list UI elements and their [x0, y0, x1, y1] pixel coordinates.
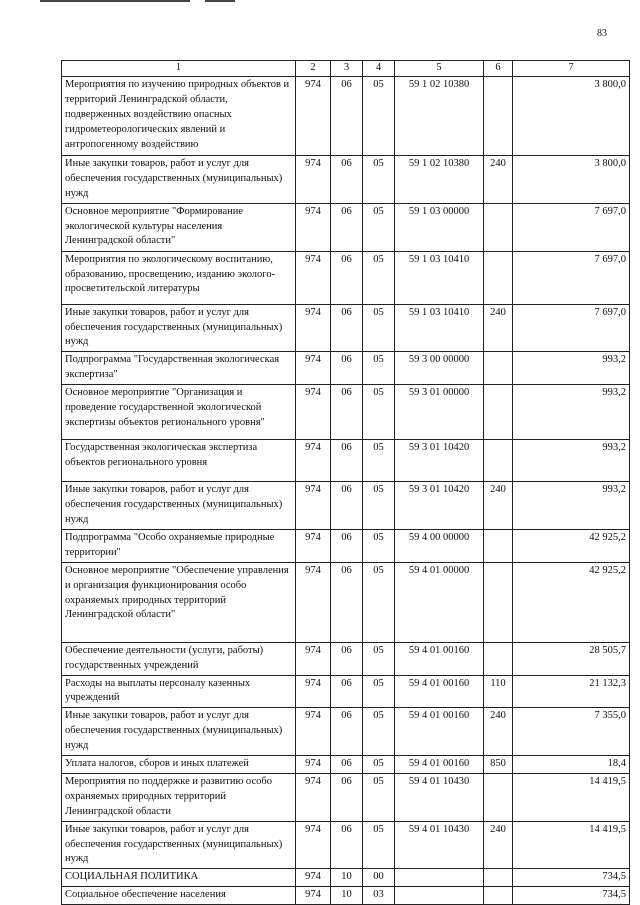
department-code-cell: 974	[296, 773, 331, 821]
amount-cell: 28 505,7	[513, 642, 630, 675]
subsection-code-cell: 05	[363, 821, 395, 869]
page-number: 83	[597, 28, 607, 39]
row-name-cell: Мероприятия по экологическому воспитанию, образованию, просвещению, изданию эколого-просветительской литературы	[62, 251, 296, 304]
table-row	[62, 708, 630, 756]
section-code-cell: 10	[331, 869, 363, 887]
subsection-code-cell: 00	[363, 869, 395, 887]
column-header: 1	[62, 61, 296, 77]
column-header: 7	[513, 61, 630, 77]
expense-type-code-cell: 240	[484, 304, 513, 352]
section-code-cell: 06	[331, 155, 363, 203]
section-code-cell: 06	[331, 482, 363, 530]
expense-type-code-cell	[484, 642, 513, 675]
department-code-cell: 974	[296, 155, 331, 203]
expense-type-code-cell	[484, 251, 513, 304]
subsection-code-cell: 05	[363, 251, 395, 304]
target-item-code-cell: 59 1 03 10410	[395, 304, 484, 352]
subsection-code-cell: 05	[363, 352, 395, 385]
column-header: 2	[296, 61, 331, 77]
expense-type-code-cell: 240	[484, 482, 513, 530]
row-name-cell: Уплата налогов, сборов и иных платежей	[62, 756, 296, 774]
table-row	[62, 869, 630, 887]
target-item-code-cell: 59 1 02 10380	[395, 155, 484, 203]
subsection-code-cell: 05	[363, 708, 395, 756]
table-row	[62, 482, 630, 530]
table-row	[62, 821, 630, 869]
row-name-cell: Обеспечение деятельности (услуги, работы) государственных учреждений	[62, 642, 296, 675]
amount-cell: 7 355,0	[513, 708, 630, 756]
expense-type-code-cell	[484, 562, 513, 642]
department-code-cell: 974	[296, 76, 331, 155]
amount-cell: 993,2	[513, 352, 630, 385]
row-name-cell: Социальное обеспечение населения	[62, 887, 296, 905]
target-item-code-cell: 59 1 02 10380	[395, 76, 484, 155]
subsection-code-cell: 05	[363, 76, 395, 155]
target-item-code-cell: 59 1 03 00000	[395, 203, 484, 251]
row-name-cell: Иные закупки товаров, работ и услуг для обеспечения государственных (муниципальных) нужд	[62, 482, 296, 530]
table-row	[62, 756, 630, 774]
amount-cell: 3 800,0	[513, 155, 630, 203]
table-row	[62, 251, 630, 304]
subsection-code-cell: 05	[363, 529, 395, 562]
amount-cell: 14 419,5	[513, 821, 630, 869]
subsection-code-cell: 05	[363, 756, 395, 774]
target-item-code-cell: 59 4 01 00160	[395, 642, 484, 675]
amount-cell: 993,2	[513, 482, 630, 530]
expense-type-code-cell	[484, 385, 513, 440]
target-item-code-cell: 59 4 01 10430	[395, 821, 484, 869]
row-name-cell: Государственная экологическая экспертиза объектов регионального уровня	[62, 440, 296, 482]
table-row	[62, 773, 630, 821]
expense-type-code-cell	[484, 529, 513, 562]
department-code-cell: 974	[296, 887, 331, 905]
target-item-code-cell: 59 4 01 00160	[395, 756, 484, 774]
section-code-cell: 06	[331, 821, 363, 869]
section-code-cell: 06	[331, 251, 363, 304]
target-item-code-cell: 59 1 03 10410	[395, 251, 484, 304]
section-code-cell: 06	[331, 529, 363, 562]
table-row	[62, 529, 630, 562]
column-header: 6	[484, 61, 513, 77]
row-name-cell: Основное мероприятие "Организация и проведение государственной экологической экспертизы объектов регионального уровня"	[62, 385, 296, 440]
section-code-cell: 06	[331, 562, 363, 642]
scan-edge-mark	[205, 0, 235, 2]
subsection-code-cell: 05	[363, 562, 395, 642]
department-code-cell: 974	[296, 482, 331, 530]
section-code-cell: 06	[331, 203, 363, 251]
row-name-cell: Подпрограмма "Государственная экологическая экспертиза"	[62, 352, 296, 385]
amount-cell: 734,5	[513, 887, 630, 905]
amount-cell: 42 925,2	[513, 562, 630, 642]
subsection-code-cell: 03	[363, 887, 395, 905]
amount-cell: 7 697,0	[513, 304, 630, 352]
expense-type-code-cell: 240	[484, 708, 513, 756]
table-row	[62, 887, 630, 905]
department-code-cell: 974	[296, 756, 331, 774]
table-row	[62, 562, 630, 642]
amount-cell: 7 697,0	[513, 203, 630, 251]
department-code-cell: 974	[296, 304, 331, 352]
section-code-cell: 06	[331, 756, 363, 774]
target-item-code-cell: 59 4 01 00160	[395, 708, 484, 756]
amount-cell: 993,2	[513, 385, 630, 440]
target-item-code-cell	[395, 887, 484, 905]
expense-type-code-cell: 240	[484, 155, 513, 203]
subsection-code-cell: 05	[363, 482, 395, 530]
section-code-cell: 06	[331, 773, 363, 821]
amount-cell: 734,5	[513, 869, 630, 887]
expense-type-code-cell	[484, 76, 513, 155]
subsection-code-cell: 05	[363, 385, 395, 440]
expense-type-code-cell	[484, 773, 513, 821]
department-code-cell: 974	[296, 385, 331, 440]
table-body	[62, 76, 630, 904]
row-name-cell: Иные закупки товаров, работ и услуг для обеспечения государственных (муниципальных) нужд	[62, 821, 296, 869]
section-code-cell: 06	[331, 76, 363, 155]
row-name-cell: Расходы на выплаты персоналу казенных учреждений	[62, 675, 296, 708]
row-name-cell: СОЦИАЛЬНАЯ ПОЛИТИКА	[62, 869, 296, 887]
table-row	[62, 642, 630, 675]
amount-cell: 7 697,0	[513, 251, 630, 304]
column-header: 4	[363, 61, 395, 77]
section-code-cell: 10	[331, 887, 363, 905]
target-item-code-cell: 59 3 01 10420	[395, 440, 484, 482]
table-row	[62, 352, 630, 385]
section-code-cell: 06	[331, 304, 363, 352]
department-code-cell: 974	[296, 869, 331, 887]
amount-cell: 993,2	[513, 440, 630, 482]
row-name-cell: Мероприятия по изучению природных объектов и территорий Ленинградской области, подверженных воздействию опасных гидрометеорологических явлений и антропогенному воздействию	[62, 76, 296, 155]
row-name-cell: Мероприятия по поддержке и развитию особо охраняемых природных территорий Ленинградской области	[62, 773, 296, 821]
subsection-code-cell: 05	[363, 440, 395, 482]
row-name-cell: Основное мероприятие "Формирование экологической культуры населения Ленинградской области"	[62, 203, 296, 251]
table-row	[62, 385, 630, 440]
subsection-code-cell: 05	[363, 773, 395, 821]
department-code-cell: 974	[296, 708, 331, 756]
target-item-code-cell: 59 4 01 10430	[395, 773, 484, 821]
department-code-cell: 974	[296, 821, 331, 869]
amount-cell: 3 800,0	[513, 76, 630, 155]
department-code-cell: 974	[296, 203, 331, 251]
section-code-cell: 06	[331, 352, 363, 385]
section-code-cell: 06	[331, 642, 363, 675]
subsection-code-cell: 05	[363, 304, 395, 352]
table-row	[62, 675, 630, 708]
target-item-code-cell: 59 3 01 00000	[395, 385, 484, 440]
header-row	[62, 61, 630, 77]
column-header: 5	[395, 61, 484, 77]
target-item-code-cell: 59 4 01 00000	[395, 562, 484, 642]
expense-type-code-cell: 240	[484, 821, 513, 869]
scan-edge-mark	[40, 0, 190, 2]
department-code-cell: 974	[296, 352, 331, 385]
row-name-cell: Подпрограмма "Особо охраняемые природные территории"	[62, 529, 296, 562]
table-row	[62, 155, 630, 203]
column-header: 3	[331, 61, 363, 77]
section-code-cell: 06	[331, 385, 363, 440]
row-name-cell: Иные закупки товаров, работ и услуг для обеспечения государственных (муниципальных) нужд	[62, 155, 296, 203]
target-item-code-cell: 59 3 00 00000	[395, 352, 484, 385]
department-code-cell: 974	[296, 251, 331, 304]
department-code-cell: 974	[296, 440, 331, 482]
budget-table	[61, 60, 630, 905]
department-code-cell: 974	[296, 642, 331, 675]
expense-type-code-cell	[484, 440, 513, 482]
subsection-code-cell: 05	[363, 642, 395, 675]
table-row	[62, 76, 630, 155]
department-code-cell: 974	[296, 675, 331, 708]
row-name-cell: Основное мероприятие "Обеспечение управления и организация функционирования особо охраняемых природных территорий Ленинградской области"	[62, 562, 296, 642]
amount-cell: 42 925,2	[513, 529, 630, 562]
table-row	[62, 440, 630, 482]
expense-type-code-cell: 110	[484, 675, 513, 708]
section-code-cell: 06	[331, 708, 363, 756]
target-item-code-cell: 59 4 01 00160	[395, 675, 484, 708]
table-row	[62, 203, 630, 251]
subsection-code-cell: 05	[363, 675, 395, 708]
target-item-code-cell: 59 4 00 00000	[395, 529, 484, 562]
expense-type-code-cell	[484, 869, 513, 887]
section-code-cell: 06	[331, 675, 363, 708]
department-code-cell: 974	[296, 529, 331, 562]
amount-cell: 18,4	[513, 756, 630, 774]
table-header	[62, 61, 630, 77]
target-item-code-cell: 59 3 01 10420	[395, 482, 484, 530]
row-name-cell: Иные закупки товаров, работ и услуг для обеспечения государственных (муниципальных) нужд	[62, 304, 296, 352]
subsection-code-cell: 05	[363, 203, 395, 251]
section-code-cell: 06	[331, 440, 363, 482]
expense-type-code-cell	[484, 887, 513, 905]
department-code-cell: 974	[296, 562, 331, 642]
row-name-cell: Иные закупки товаров, работ и услуг для обеспечения государственных (муниципальных) нужд	[62, 708, 296, 756]
table-row	[62, 304, 630, 352]
subsection-code-cell: 05	[363, 155, 395, 203]
amount-cell: 14 419,5	[513, 773, 630, 821]
target-item-code-cell	[395, 869, 484, 887]
amount-cell: 21 132,3	[513, 675, 630, 708]
expense-type-code-cell	[484, 203, 513, 251]
expense-type-code-cell	[484, 352, 513, 385]
expense-type-code-cell: 850	[484, 756, 513, 774]
